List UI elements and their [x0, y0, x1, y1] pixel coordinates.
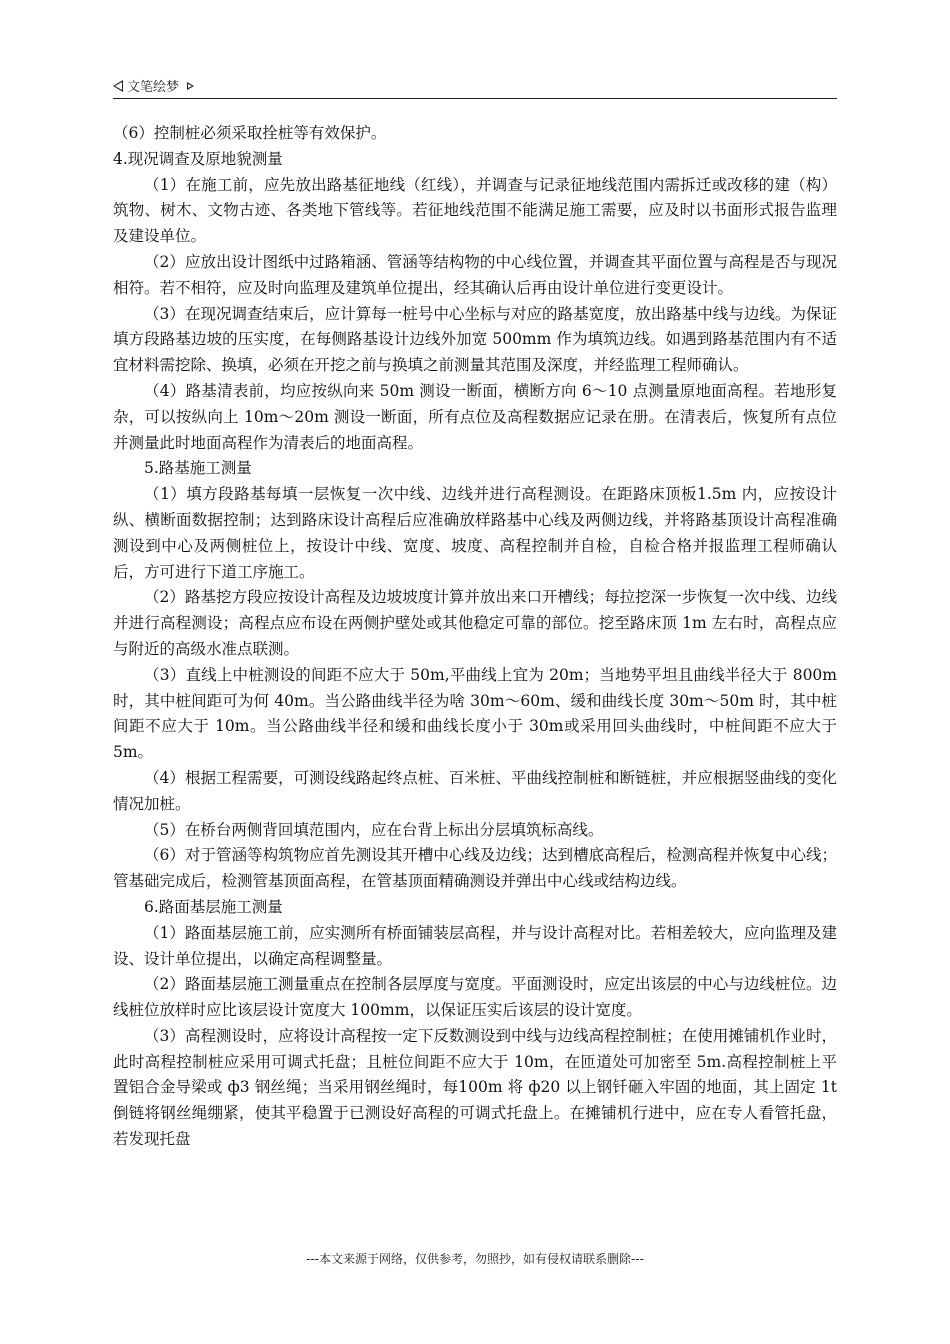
body-paragraph: （4）路基清表前，均应按纵向来 50m 测设一断面，横断方向 6～10 点测量原地面高程。若地形复杂，可以按纵向上 10m～20m 测设一断面，所有点位及高程数据应记录在册。在清表后，恢复所有点位并测量此时地面高程作为清表后的地面高程。: [113, 381, 837, 452]
body-paragraph: （4）根据工程需要，可测设线路起终点桩、百米桩、平曲线控制桩和断链桩，并应根据竖曲线的变化情况加桩。: [113, 768, 837, 813]
body-paragraph: （2）应放出设计图纸中过路箱涵、管涵等结构物的中心线位置，并调查其平面位置与高程是否与现况相符。若不相符，应及时向监理及建筑单位提出，经其确认后再由设计单位进行变更设计。: [113, 252, 837, 297]
section-heading: 4.现况调查及原地貌测量: [113, 149, 283, 168]
body-paragraph: （3）直线上中桩测设的间距不应大于 50m,平曲线上宜为 20m；当地势平坦且曲线半径大于 800m 时，其中桩间距可为何 40m。当公路曲线半径为啥 30m～60m、缓和曲线长度 30m～50m 时，其中桩间距不应大于 10m。当公路曲线半径和缓和曲线长度小于 30m或采用回头曲线时，中桩间距不应大于 5m。: [113, 665, 837, 762]
document-body: [113, 121, 837, 1153]
body-paragraph: （3）高程测设时，应将设计高程按一定下反数测设到中线与边线高程控制桩；在使用摊铺机作业时，此时高程控制桩应采用可调式托盘；且桩位间距不应大于 10m，在匝道处可加密至 5m.高程控制桩上平置铝合金导梁或 ф3 钢丝绳；当采用钢丝绳时，每100m 将 ф20 以上钢钎砸入牢固的地面，其上固定 1t 倒链将钢丝绳绷紧，使其平稳置于已测设好高程的可调式托盘上。在摊铺机行进中，应在专人看管托盘，若发现托盘: [113, 1026, 837, 1149]
left-triangle-icon: [113, 80, 123, 92]
body-paragraph: （2）路基挖方段应按设计高程及边坡坡度计算并放出来口开槽线；每拉挖深一步恢复一次中线、边线并进行高程测设；高程点应布设在两侧护壁处或其他稳定可靠的部位。挖至路床顶 1m 左右时，高程点应与附近的高级水准点联测。: [113, 588, 837, 658]
body-paragraph: （1）路面基层施工前，应实测所有桥面铺装层高程，并与设计高程对比。若相差较大，应向监理及建设、设计单位提出，以确定高程调整量。: [113, 923, 837, 968]
brand-logo: [113, 76, 194, 95]
page-header: [113, 70, 837, 98]
body-paragraph: （3）在现况调查结束后，应计算每一桩号中心坐标与对应的路基宽度，放出路基中线与边线。为保证填方段路基边坡的压实度，在每侧路基设计边线外加宽 500mm 作为填筑边线。如遇到路基范围内有不适宜材料需挖除、换填，必须在开挖之前与换填之前测量其范围及深度，并经监理工程师确认。: [113, 304, 837, 375]
body-paragraph: （5）在桥台两侧背回填范围内，应在台背上标出分层填筑标高线。: [144, 820, 604, 839]
header-divider: [113, 98, 837, 99]
section-heading: 6.路面基层施工测量: [144, 897, 283, 916]
brand-name: 文笔绘梦: [127, 80, 180, 95]
section-heading: （6）控制桩必须采取拴桩等有效保护。: [113, 124, 387, 142]
body-paragraph: （1）填方段路基每填一层恢复一次中线、边线并进行高程测设。在距路床顶板1.5m 内，应按设计纵、横断面数据控制；达到路床设计高程后应准确放样路基中心线及两侧边线，并将路基顶设计高程准确测设到中心及两侧桩位上，按设计中线、宽度、坡度、高程控制并自检，自检合格并报监理工程师确认后，方可进行下道工序施工。: [113, 485, 837, 581]
page-footer: ---本文来源于网络，仅供参考，勿照抄，如有侵权请联系删除---: [306, 1252, 644, 1266]
section-heading: 5.路基施工测量: [144, 459, 252, 478]
body-paragraph: （1）在施工前，应先放出路基征地线（红线），并调查与记录征地线范围内需拆迁或改移的建（构）筑物、树木、文物古迹、各类地下管线等。若征地线范围不能满足施工需要，应及时以书面形式报告监理及建设单位。: [113, 175, 837, 246]
body-paragraph: （6）对于管涵等构筑物应首先测设其开槽中心线及边线；达到槽底高程后，检测高程并恢复中心线；管基础完成后，检测管基顶面高程，在管基顶面精确测设并弹出中心线或结构边线。: [113, 846, 837, 891]
body-paragraph: （2）路面基层施工测量重点在控制各层厚度与宽度。平面测设时，应定出该层的中心与边线桩位。边线桩位放样时应比该层设计宽度大 100mm，以保证压实后该层的设计宽度。: [113, 975, 837, 1020]
right-triangle-icon: [187, 82, 194, 90]
